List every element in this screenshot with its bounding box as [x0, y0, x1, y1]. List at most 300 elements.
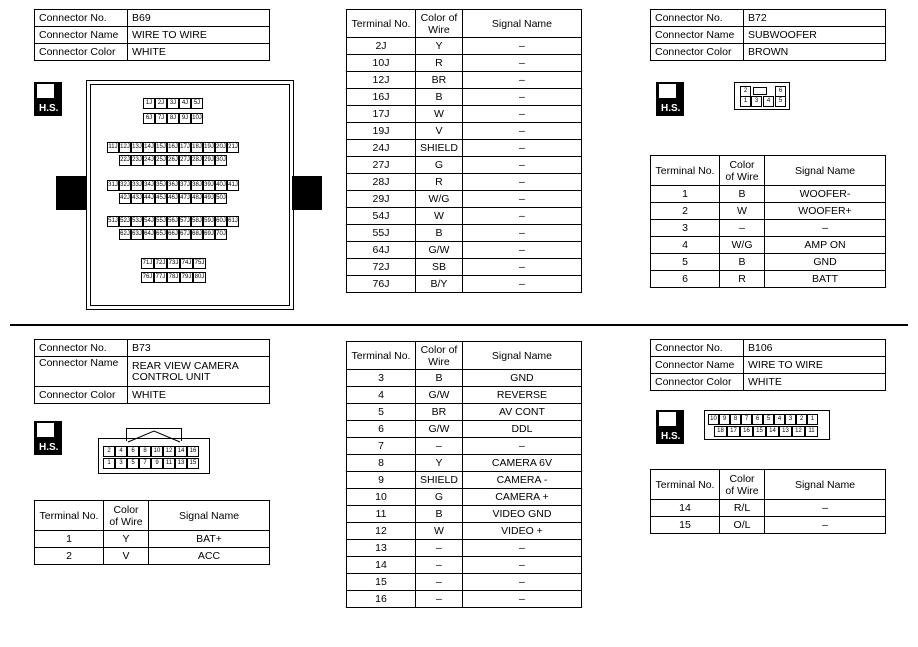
pin-label: 3: [751, 96, 762, 107]
pin-label: 21J: [227, 142, 239, 153]
table-row: [347, 404, 582, 421]
pin-label: 20J: [215, 142, 227, 153]
pin-label: 77J: [154, 272, 167, 283]
pin-label: 6: [127, 446, 139, 457]
wire-color-cell: W: [416, 208, 463, 225]
terminal-no-cell: 6: [651, 271, 720, 288]
wire-color-cell: V: [416, 123, 463, 140]
pin-label: 18: [714, 426, 727, 437]
wire-color-cell: G/W: [416, 242, 463, 259]
pin-label: 46J: [167, 193, 179, 204]
header-signal-name: Signal Name: [462, 342, 581, 370]
wire-color-cell: Y: [416, 455, 463, 472]
terminal-no-cell: 16: [347, 591, 416, 608]
signal-name-cell: –: [462, 208, 581, 225]
pin-label: 5: [763, 414, 774, 425]
connector-name-label: Connector Name: [35, 27, 128, 44]
table-row: [347, 55, 582, 72]
pin-label: 15: [753, 426, 766, 437]
pin-label: 13J: [131, 142, 143, 153]
table-row: [347, 157, 582, 174]
pin-label: 66J: [167, 229, 179, 240]
pin-label: 72J: [154, 258, 167, 269]
pin-label: 9J: [179, 113, 191, 124]
table-row: [347, 370, 582, 387]
table-row: [347, 174, 582, 191]
pin-label: 41J: [227, 180, 239, 191]
pin-label: 8J: [167, 113, 179, 124]
wire-color-cell: Y: [416, 38, 463, 55]
terminal-no-cell: 3: [651, 220, 720, 237]
pin-label: 24J: [143, 155, 155, 166]
table-row: [347, 140, 582, 157]
signal-name-cell: –: [462, 140, 581, 157]
wire-color-cell: W: [416, 523, 463, 540]
signal-name-cell: –: [462, 157, 581, 174]
pin-label: 7: [139, 458, 151, 469]
pin-label: 1J: [143, 98, 155, 109]
wire-color-cell: R: [720, 271, 765, 288]
terminal-no-cell: 15: [651, 517, 720, 534]
pin-label: 19J: [203, 142, 215, 153]
pin-label: 57J: [179, 216, 191, 227]
table-row: [347, 574, 582, 591]
pin-label: 5J: [191, 98, 203, 109]
pin-label: 56J: [167, 216, 179, 227]
header-color-of-wire: Color of Wire: [720, 156, 765, 186]
pin-label: 58J: [191, 216, 203, 227]
pin-label: 11J: [107, 142, 119, 153]
connector-no-value: B72: [744, 10, 886, 27]
signal-name-cell: –: [462, 174, 581, 191]
table-row: [651, 517, 886, 534]
terminal-no-cell: 8: [347, 455, 416, 472]
header-signal-name: Signal Name: [149, 501, 270, 531]
terminal-no-cell: 6: [347, 421, 416, 438]
header-terminal-no: Terminal No.: [651, 470, 720, 500]
pin-label: 31J: [107, 180, 119, 191]
table-row: [347, 123, 582, 140]
connector-color-value: WHITE: [744, 374, 886, 391]
pin-label: 13: [779, 426, 792, 437]
header-color-of-wire: Color of Wire: [416, 342, 463, 370]
b69-connector-info: [34, 9, 270, 61]
connector-name-label: Connector Name: [651, 27, 744, 44]
header-color-of-wire: Color of Wire: [416, 10, 463, 38]
pin-label: 6J: [143, 113, 155, 124]
signal-name-cell: CAMERA +: [462, 489, 581, 506]
pin-label: 47J: [179, 193, 191, 204]
signal-name-cell: WOOFER+: [765, 203, 886, 220]
signal-name-cell: DDL: [462, 421, 581, 438]
pin-label: 40J: [215, 180, 227, 191]
pin-label: 67J: [179, 229, 191, 240]
b73-connector-info: [34, 339, 270, 404]
table-row: [35, 531, 270, 548]
table-row: [347, 557, 582, 574]
pin-label: 61J: [227, 216, 239, 227]
wire-color-cell: R: [416, 55, 463, 72]
terminal-no-cell: 4: [651, 237, 720, 254]
wire-color-cell: W: [416, 106, 463, 123]
signal-name-cell: –: [462, 191, 581, 208]
signal-name-cell: –: [462, 72, 581, 89]
signal-name-cell: –: [462, 123, 581, 140]
table-row: [347, 191, 582, 208]
table-row: [347, 540, 582, 557]
signal-name-cell: CAMERA -: [462, 472, 581, 489]
signal-name-cell: GND: [462, 370, 581, 387]
pin-label: 11: [163, 458, 175, 469]
signal-name-cell: WOOFER-: [765, 186, 886, 203]
pin-label: 27J: [179, 155, 191, 166]
pin-label: 9: [151, 458, 163, 469]
table-row: [347, 489, 582, 506]
pin-label: 5: [127, 458, 139, 469]
pin-label: 50J: [215, 193, 227, 204]
pin-label: 6: [752, 414, 763, 425]
signal-name-cell: –: [462, 276, 581, 293]
pin-label: 51J: [107, 216, 119, 227]
section-divider: [10, 324, 908, 326]
pin-label: 14: [175, 446, 187, 457]
pin-label: 32J: [119, 180, 131, 191]
wire-color-cell: O/L: [720, 517, 765, 534]
terminal-no-cell: 2: [35, 548, 104, 565]
table-row: [347, 438, 582, 455]
signal-name-cell: –: [462, 106, 581, 123]
pin-label: 14: [766, 426, 779, 437]
wire-color-cell: W/G: [720, 237, 765, 254]
connector-no-label: Connector No.: [35, 10, 128, 27]
signal-name-cell: AV CONT: [462, 404, 581, 421]
wire-color-cell: –: [416, 540, 463, 557]
wire-color-cell: BR: [416, 72, 463, 89]
pin-label: 45J: [155, 193, 167, 204]
table-row: [651, 186, 886, 203]
wire-color-cell: G/W: [416, 421, 463, 438]
b69-terminal-table: [346, 9, 582, 293]
connector-name-value: REAR VIEW CAMERA CONTROL UNIT: [128, 357, 270, 387]
pin-label: 3J: [167, 98, 179, 109]
pin-label: 35J: [155, 180, 167, 191]
pin-label: 23J: [131, 155, 143, 166]
hs-icon: H.S.: [34, 82, 62, 116]
wire-color-cell: B: [416, 89, 463, 106]
pin-label: 6: [775, 86, 786, 97]
terminal-no-cell: 24J: [347, 140, 416, 157]
pin-label: 42J: [119, 193, 131, 204]
terminal-no-cell: 72J: [347, 259, 416, 276]
table-row: [347, 225, 582, 242]
pin-label: 8: [139, 446, 151, 457]
hs-icon: H.S.: [34, 421, 62, 455]
signal-name-cell: –: [765, 517, 886, 534]
table-row: [347, 106, 582, 123]
b73-terminal-table-2: [346, 341, 582, 608]
pin-label: 15: [187, 458, 199, 469]
pin-label: 2: [796, 414, 807, 425]
wire-color-cell: W: [720, 203, 765, 220]
pin-label: 78J: [167, 272, 180, 283]
header-color-of-wire: Color of Wire: [104, 501, 149, 531]
table-row: [651, 203, 886, 220]
signal-name-cell: CAMERA 6V: [462, 455, 581, 472]
table-row: [347, 421, 582, 438]
table-row: [347, 72, 582, 89]
table-row: [347, 276, 582, 293]
signal-name-cell: –: [462, 225, 581, 242]
table-row: [347, 591, 582, 608]
pin-label: 36J: [167, 180, 179, 191]
terminal-no-cell: 5: [651, 254, 720, 271]
pin-label: 75J: [193, 258, 206, 269]
signal-name-cell: GND: [765, 254, 886, 271]
terminal-no-cell: 10: [347, 489, 416, 506]
pin-label: 16J: [167, 142, 179, 153]
pin-label: 53J: [131, 216, 143, 227]
pin-label: 60J: [215, 216, 227, 227]
signal-name-cell: BATT: [765, 271, 886, 288]
wire-color-cell: B/Y: [416, 276, 463, 293]
pin-label: 76J: [141, 272, 154, 283]
signal-name-cell: –: [765, 500, 886, 517]
wire-color-cell: Y: [104, 531, 149, 548]
pin-label: 10: [151, 446, 163, 457]
signal-name-cell: –: [462, 438, 581, 455]
signal-name-cell: REVERSE: [462, 387, 581, 404]
pin-label: 1: [740, 96, 751, 107]
pin-label: 71J: [141, 258, 154, 269]
pin-label: 34J: [143, 180, 155, 191]
table-row: [347, 208, 582, 225]
signal-name-cell: –: [462, 38, 581, 55]
terminal-no-cell: 12J: [347, 72, 416, 89]
connector-color-value: WHITE: [128, 387, 270, 404]
terminal-no-cell: 2J: [347, 38, 416, 55]
b73-terminal-table: [34, 500, 270, 565]
table-row: [347, 38, 582, 55]
pin-label: 2: [740, 86, 751, 97]
pin-label: 63J: [131, 229, 143, 240]
pin-label: 29J: [203, 155, 215, 166]
table-row: [35, 548, 270, 565]
pin-label: 28J: [191, 155, 203, 166]
latch-right: [292, 176, 322, 210]
wire-color-cell: G: [416, 489, 463, 506]
terminal-no-cell: 1: [651, 186, 720, 203]
signal-name-cell: –: [462, 55, 581, 72]
wire-color-cell: SB: [416, 259, 463, 276]
wire-color-cell: G: [416, 157, 463, 174]
pin-label: 4: [115, 446, 127, 457]
table-row: [347, 472, 582, 489]
pin-label: 1: [807, 414, 818, 425]
pin-label: 11: [805, 426, 818, 437]
table-row: [651, 237, 886, 254]
pin-label: 10J: [191, 113, 203, 124]
pin-label: 43J: [131, 193, 143, 204]
pin-label: 70J: [215, 229, 227, 240]
wire-color-cell: –: [416, 574, 463, 591]
terminal-no-cell: 55J: [347, 225, 416, 242]
pin-label: 18J: [191, 142, 203, 153]
terminal-no-cell: 10J: [347, 55, 416, 72]
pin-label: 5: [775, 96, 786, 107]
connector-no-value: B69: [128, 10, 270, 27]
wire-color-cell: SHIELD: [416, 472, 463, 489]
pin-label: 2J: [155, 98, 167, 109]
signal-name-cell: –: [462, 591, 581, 608]
b106-connector-info: [650, 339, 886, 391]
signal-name-cell: VIDEO +: [462, 523, 581, 540]
wire-color-cell: –: [416, 591, 463, 608]
wire-color-cell: B: [720, 254, 765, 271]
connector-no-label: Connector No.: [651, 340, 744, 357]
table-row: [651, 220, 886, 237]
connector-name-value: WIRE TO WIRE: [744, 357, 886, 374]
header-color-of-wire: Color of Wire: [720, 470, 765, 500]
pin-label: 25J: [155, 155, 167, 166]
table-row: [347, 89, 582, 106]
pin-label: 9: [719, 414, 730, 425]
pin-label: 65J: [155, 229, 167, 240]
wire-color-cell: SHIELD: [416, 140, 463, 157]
signal-name-cell: BAT+: [149, 531, 270, 548]
b72-terminal-table: [650, 155, 886, 288]
terminal-no-cell: 2: [651, 203, 720, 220]
terminal-no-cell: 64J: [347, 242, 416, 259]
terminal-no-cell: 4: [347, 387, 416, 404]
pin-label: 10: [708, 414, 719, 425]
pin-label: 54J: [143, 216, 155, 227]
terminal-no-cell: 1: [35, 531, 104, 548]
table-row: [651, 271, 886, 288]
pin-label: 15J: [155, 142, 167, 153]
pin-label: 39J: [203, 180, 215, 191]
wire-color-cell: B: [720, 186, 765, 203]
terminal-no-cell: 13: [347, 540, 416, 557]
pin-label: 17: [727, 426, 740, 437]
wire-color-cell: W/G: [416, 191, 463, 208]
pin-label: 48J: [191, 193, 203, 204]
wire-color-cell: B: [416, 506, 463, 523]
connector-color-label: Connector Color: [651, 374, 744, 391]
terminal-no-cell: 54J: [347, 208, 416, 225]
b72-connector-info: [650, 9, 886, 61]
hs-icon: H.S.: [656, 410, 684, 444]
pin-label: 33J: [131, 180, 143, 191]
pin-label: 12: [163, 446, 175, 457]
terminal-no-cell: 29J: [347, 191, 416, 208]
pin-label: 80J: [193, 272, 206, 283]
terminal-no-cell: 28J: [347, 174, 416, 191]
pin-label: 52J: [119, 216, 131, 227]
connector-color-label: Connector Color: [35, 44, 128, 61]
terminal-no-cell: 76J: [347, 276, 416, 293]
pin-label: 13: [175, 458, 187, 469]
pin-label: 3: [785, 414, 796, 425]
signal-name-cell: –: [462, 574, 581, 591]
latch-left: [56, 176, 86, 210]
header-terminal-no: Terminal No.: [347, 10, 416, 38]
signal-name-cell: ACC: [149, 548, 270, 565]
pin-label: 4: [763, 96, 774, 107]
signal-name-cell: AMP ON: [765, 237, 886, 254]
wire-color-cell: V: [104, 548, 149, 565]
terminal-no-cell: 7: [347, 438, 416, 455]
pin-label: 7J: [155, 113, 167, 124]
terminal-no-cell: 27J: [347, 157, 416, 174]
table-row: [347, 506, 582, 523]
pin-label: 1: [103, 458, 115, 469]
wire-color-cell: BR: [416, 404, 463, 421]
table-row: [347, 259, 582, 276]
signal-name-cell: –: [462, 557, 581, 574]
header-signal-name: Signal Name: [765, 470, 886, 500]
connector-no-value: B73: [128, 340, 270, 357]
connector-color-label: Connector Color: [35, 387, 128, 404]
pin-label: 2: [103, 446, 115, 457]
hs-icon: H.S.: [656, 82, 684, 116]
pin-label: 22J: [119, 155, 131, 166]
pin-label: 38J: [191, 180, 203, 191]
connector-color-value: WHITE: [128, 44, 270, 61]
terminal-no-cell: 16J: [347, 89, 416, 106]
pin-label: 62J: [119, 229, 131, 240]
pin-label: 68J: [191, 229, 203, 240]
terminal-no-cell: 15: [347, 574, 416, 591]
connector-no-label: Connector No.: [35, 340, 128, 357]
pin-label: 4: [774, 414, 785, 425]
connector-color-value: BROWN: [744, 44, 886, 61]
b106-terminal-table: [650, 469, 886, 534]
header-signal-name: Signal Name: [765, 156, 886, 186]
terminal-no-cell: 14: [347, 557, 416, 574]
terminal-no-cell: 12: [347, 523, 416, 540]
terminal-no-cell: 9: [347, 472, 416, 489]
pin-label: 3: [115, 458, 127, 469]
pin-label: 14J: [143, 142, 155, 153]
pin-label: 44J: [143, 193, 155, 204]
terminal-no-cell: 3: [347, 370, 416, 387]
wire-color-cell: –: [416, 438, 463, 455]
connector-color-label: Connector Color: [651, 44, 744, 61]
wire-color-cell: –: [720, 220, 765, 237]
terminal-no-cell: 14: [651, 500, 720, 517]
pin-label: 8: [730, 414, 741, 425]
connector-name-value: WIRE TO WIRE: [128, 27, 270, 44]
terminal-no-cell: 11: [347, 506, 416, 523]
header-terminal-no: Terminal No.: [347, 342, 416, 370]
pin-label: 37J: [179, 180, 191, 191]
wire-color-cell: B: [416, 370, 463, 387]
signal-name-cell: VIDEO GND: [462, 506, 581, 523]
pin-label: 64J: [143, 229, 155, 240]
connector-name-value: SUBWOOFER: [744, 27, 886, 44]
latch-icon: [126, 428, 182, 444]
wire-color-cell: R: [416, 174, 463, 191]
pin-label: 79J: [180, 272, 193, 283]
pin-label: 7: [741, 414, 752, 425]
connector-name-label: Connector Name: [35, 357, 128, 387]
signal-name-cell: –: [462, 89, 581, 106]
signal-name-cell: –: [462, 540, 581, 557]
wire-color-cell: G/W: [416, 387, 463, 404]
signal-name-cell: –: [462, 259, 581, 276]
header-signal-name: Signal Name: [462, 10, 581, 38]
header-terminal-no: Terminal No.: [35, 501, 104, 531]
